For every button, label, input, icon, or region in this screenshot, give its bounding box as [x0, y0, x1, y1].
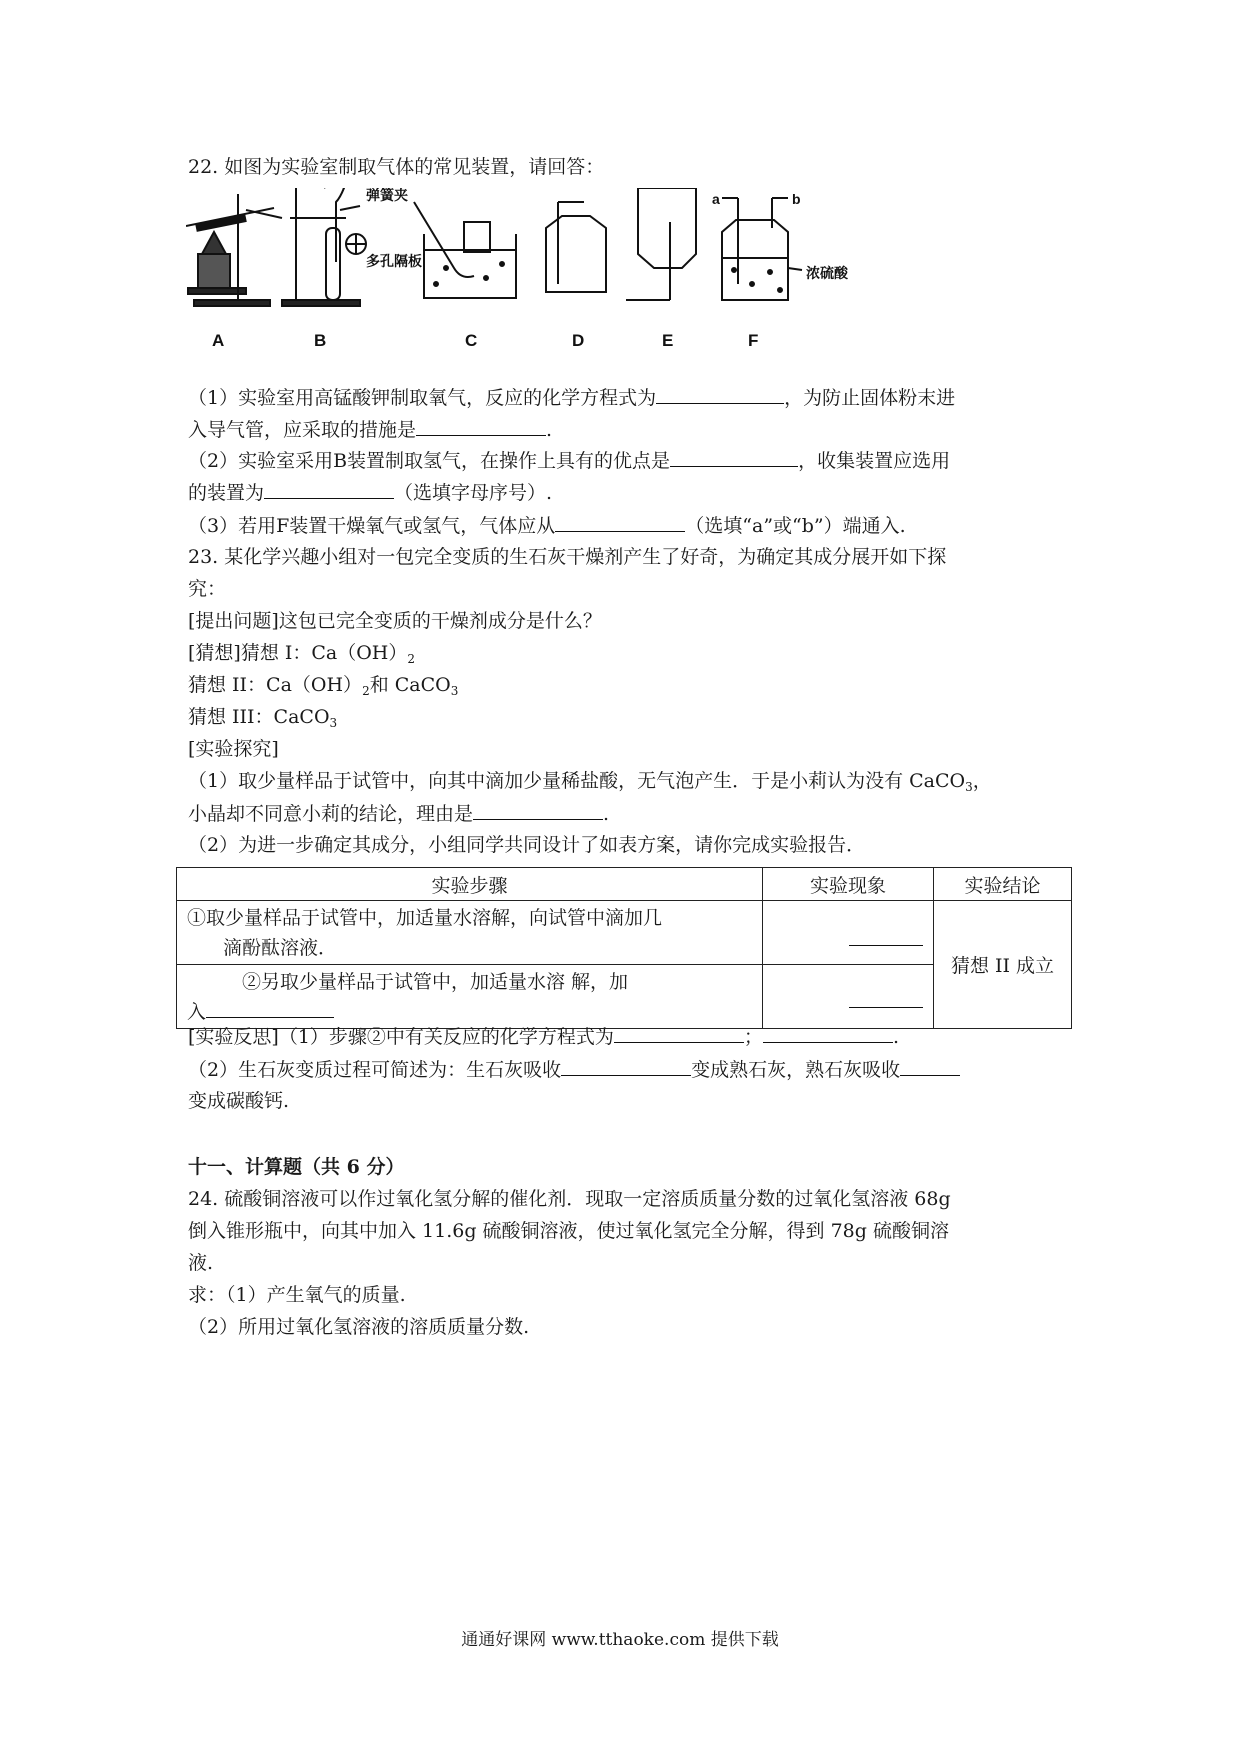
answer-blank[interactable] — [206, 999, 334, 1018]
label-B: B — [314, 331, 327, 350]
q22-p1-line2: 入导气管，应采取的措施是 . — [188, 419, 553, 441]
q22-p1-line1: （1）实验室用高锰酸钾制取氧气，反应的化学方程式为 ，为防止固体粉末进 — [188, 387, 956, 409]
answer-blank[interactable] — [900, 1057, 960, 1076]
q22-title: 22. 如图为实验室制取气体的常见装置，请回答： — [188, 156, 605, 178]
q24-line2: 倒入锥形瓶中，向其中加入 11.6g 硫酸铜溶液，使过氧化氢完全分解，得到 78g 硫酸铜溶 — [188, 1220, 949, 1242]
table-row: ①取少量样品于试管中，加适量水溶解，向试管中滴加几 滴酚酞溶液． 猜想 II 成立 — [177, 901, 1072, 965]
apparatus-f — [722, 198, 802, 300]
apparatus-a — [186, 194, 282, 306]
answer-blank[interactable] — [473, 801, 603, 820]
q23-guess1: [猜想]猜想 I：$Ca(OH)_2$ — [188, 642, 416, 666]
q23-e1: （1）取少量样品于试管中，向其中滴加少量稀盐酸，无气泡产生．于是小莉认为没有 CaCO$_3$， — [188, 770, 992, 794]
q22-p3: （3）若用F装置干燥氧气或氢气，气体应从 （选填“a”或“b”）端通入. — [188, 515, 906, 537]
q23-reflect2: （2）生石灰变质过程可简述为：生石灰吸收 变成熟石灰，熟石灰吸收 — [188, 1057, 960, 1082]
q23-e3: （2）为进一步确定其成分，小组同学共同设计了如表方案，请你完成实验报告． — [188, 834, 866, 856]
label-acid: 浓硫酸 — [806, 265, 848, 281]
label-A: A — [212, 331, 225, 350]
label-plate: 多孔隔板 — [366, 253, 422, 269]
answer-blank[interactable] — [614, 1024, 744, 1043]
q23-reflect1: [实验反思]（1）步骤②中有关反应的化学方程式为 ； . — [188, 1026, 899, 1048]
q24-line5: （2）所用过氧化氢溶液的溶质质量分数. — [188, 1316, 530, 1338]
apparatus-figure — [186, 188, 946, 353]
q22-p2-line1: （2）实验室采用B装置制取氢气，在操作上具有的优点是 ，收集装置应选用 — [188, 450, 951, 472]
conclusion-cell: 猜想 II 成立 — [934, 901, 1072, 1029]
q22-p2-line2: 的装置为 （选填字母序号）. — [188, 482, 553, 504]
answer-blank[interactable] — [264, 480, 394, 499]
q24-line4: 求：（1）产生氧气的质量. — [188, 1284, 406, 1306]
header-phenomenon: 实验现象 — [763, 868, 934, 901]
apparatus-svg — [186, 188, 946, 353]
q23-reflect3: 变成碳酸钙. — [188, 1090, 290, 1112]
apparatus-e — [626, 188, 696, 300]
q23-e2: 小晶却不同意小莉的结论，理由是 . — [188, 803, 610, 825]
answer-blank[interactable] — [763, 1024, 893, 1043]
q23-line2: 究： — [188, 578, 227, 600]
section-title: 十一、计算题（共 6 分） — [188, 1156, 405, 1178]
q23-question: [提出问题]这包已完全变质的干燥剂成分是什么？ — [188, 610, 602, 632]
header-conclusion: 实验结论 — [934, 868, 1072, 901]
label-D: D — [572, 331, 585, 350]
apparatus-d — [546, 202, 606, 292]
q23-guess2: 猜想 II：$Ca(OH)_2$和 CaCO$_3$ — [188, 674, 459, 698]
label-a: a — [712, 191, 720, 207]
footer-text: 通通好课网 www.tthaoke.com 提供下载 — [461, 1630, 779, 1650]
label-clip: 弹簧夹 — [366, 188, 408, 203]
answer-blank[interactable] — [849, 989, 923, 1008]
apparatus-c — [414, 202, 516, 298]
answer-blank[interactable] — [849, 927, 923, 946]
label-C: C — [465, 331, 478, 350]
label-F: F — [748, 331, 759, 350]
answer-blank[interactable] — [656, 385, 784, 404]
q23-guess3: 猜想 III：CaCO$_3$ — [188, 706, 338, 730]
experiment-report-table — [176, 867, 1072, 1029]
apparatus-b — [282, 188, 366, 306]
answer-blank[interactable] — [561, 1057, 691, 1076]
answer-blank[interactable] — [555, 513, 685, 532]
table-header-row — [177, 868, 1072, 901]
answer-blank[interactable] — [416, 417, 546, 436]
q23-explore: [实验探究] — [188, 738, 279, 760]
answer-blank[interactable] — [670, 448, 798, 467]
table-row: ②另取少量样品于试管中，加适量水溶 解，加 入 — [177, 965, 1072, 1029]
label-b: b — [792, 191, 801, 207]
q23-line1: 23. 某化学兴趣小组对一包完全变质的生石灰干燥剂产生了好奇，为确定其成分展开如下探 — [188, 546, 947, 568]
q24-line1: 24. 硫酸铜溶液可以作过氧化氢分解的催化剂．现取一定溶质质量分数的过氧化氢溶液 68g — [188, 1188, 951, 1210]
label-E: E — [662, 331, 674, 350]
q24-line3: 液. — [188, 1252, 214, 1274]
header-steps: 实验步骤 — [177, 868, 763, 901]
